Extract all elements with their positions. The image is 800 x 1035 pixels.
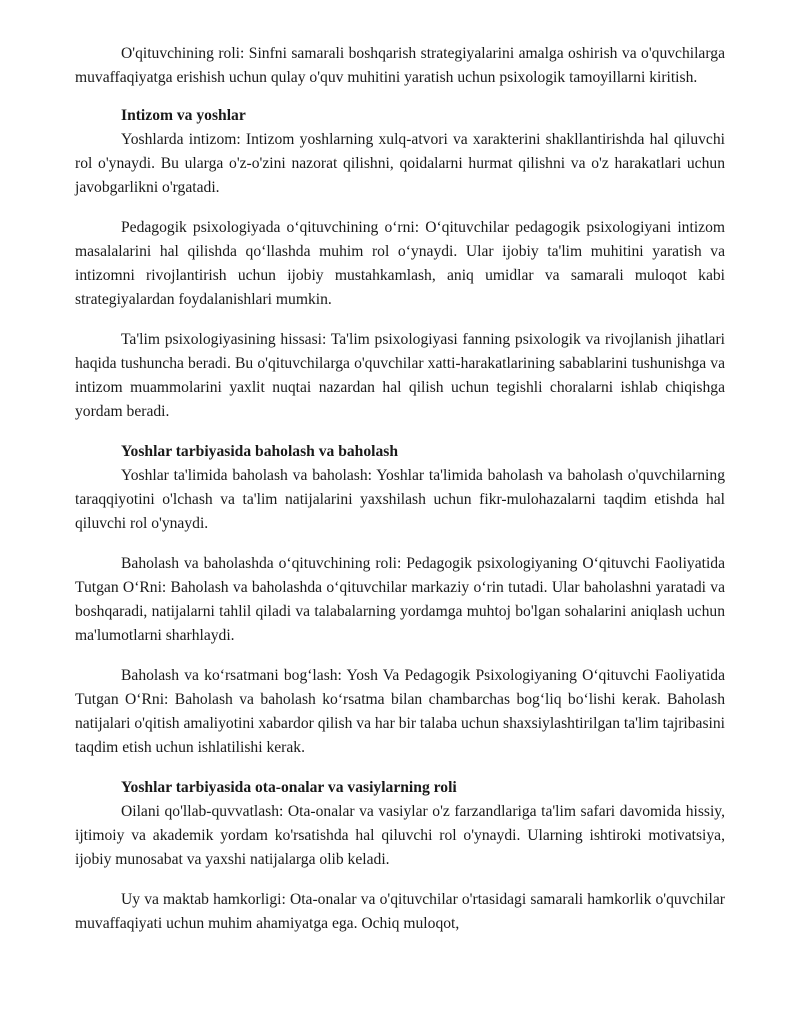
paragraph-home-school-collaboration: Uy va maktab hamkorligi: Ota-onalar va o'qituvchilar o'rtasidagi samarali hamkorlik o'quvchilar muvaffaqiyati uchun muhim ahamiyatga ega. Ochiq muloqot, — [75, 891, 725, 932]
document-page — [75, 42, 725, 936]
paragraph-discipline-in-youth: Yoshlarda intizom: Intizom yoshlarning xulq-atvori va xarakterini shakllantirishda hal qiluvchi rol o'ynaydi. Bu ularga o'z-o'zini nazorat qilishni, qoidalarni hurmat qilishni va o'z harakatlari uchun javobgarlikni o'rgatadi. — [75, 131, 725, 196]
paragraph-teacher-role: O'qituvchining roli: Sinfni samarali boshqarish strategiyalarini amalga oshirish va o'quvchilarga muvaffaqiyatga erishish uchun qulay o'quv muhitini yaratish uchun psixologik tamoyillarni kiritish. — [75, 45, 725, 86]
heading-assessment-in-youth-education: Yoshlar tarbiyasida baholash va baholash — [121, 443, 399, 460]
paragraph-teacher-role-in-assessment: Baholash va baholashda o‘qituvchining roli: Pedagogik psixologiyaning O‘qituvchi Faoliyatida Tutgan O‘Rni: Baholash va baholashda o‘qituvchilar markaziy o‘rin tutadi. Ular baholashni yaratadi va boshqaradi, natijalarni tahlil qiladi va talabalarning yordamga muhtoj bo'lgan sohalarini aniqlash uchun ma'lumotlarni sharhlaydi. — [75, 555, 725, 644]
heading-parents-and-guardians-role: Yoshlar tarbiyasida ota-onalar va vasiylarning roli — [121, 779, 457, 796]
paragraph-educational-psychology-contribution: Ta'lim psixologiyasining hissasi: Ta'lim psixologiyasi fanning psixologik va rivojlanish jihatlari haqida tushuncha beradi. Bu o'qituvchilarga o'quvchilar xatti-harakatlarining sabablarini tushunishga va intizom muammolarini yaxlit nuqtai nazardan hal qilish uchun tegishli choralarni ishlab chiqishga yordam beradi. — [75, 331, 725, 420]
paragraph-teacher-role-pedagogical-psychology: Pedagogik psixologiyada o‘qituvchining o‘rni: O‘qituvchilar pedagogik psixologiyani intizom masalalarini hal qilishda qo‘llashda muhim rol o‘ynaydi. Ular ijobiy ta'lim muhitini yaratish va intizomni rivojlantirish uchun ijobiy mustahkamlash, aniq umidlar va samarali muloqot kabi strategiyalardan foydalanishlari mumkin. — [75, 219, 725, 308]
paragraph-family-support: Oilani qo'llab-quvvatlash: Ota-onalar va vasiylar o'z farzandlariga ta'lim safari davomida hissiy, ijtimoiy va akademik yordam ko'rsatishda hal qiluvchi rol o'ynaydi. Ularning ishtiroki motivatsiya, ijobiy munosabat va yaxshi natijalarga olib keladi. — [75, 803, 725, 868]
heading-discipline-and-youth: Intizom va yoshlar — [121, 107, 246, 124]
paragraph-linking-assessment-instruction: Baholash va ko‘rsatmani bog‘lash: Yosh Va Pedagogik Psixologiyaning O‘qituvchi Faoliyatida Tutgan O‘Rni: Baholash va baholash ko‘rsatma bilan chambarchas bog‘liq bo‘lishi kerak. Baholash natijalari o'qitish amaliyotini xabardor qilish va har bir talaba uchun shaxsiylashtirilgan ta'lim tajribasini taqdim etish uchun ishlatilishi kerak. — [75, 667, 726, 756]
paragraph-assessment-in-youth-education: Yoshlar ta'limida baholash va baholash: Yoshlar ta'limida baholash va baholash o'quvchilarning taraqqiyotini o'lchash va ta'lim natijalarini yaxshilash uchun fikr-mulohazalarni taqdim etishda hal qiluvchi rol o'ynaydi. — [75, 467, 725, 532]
